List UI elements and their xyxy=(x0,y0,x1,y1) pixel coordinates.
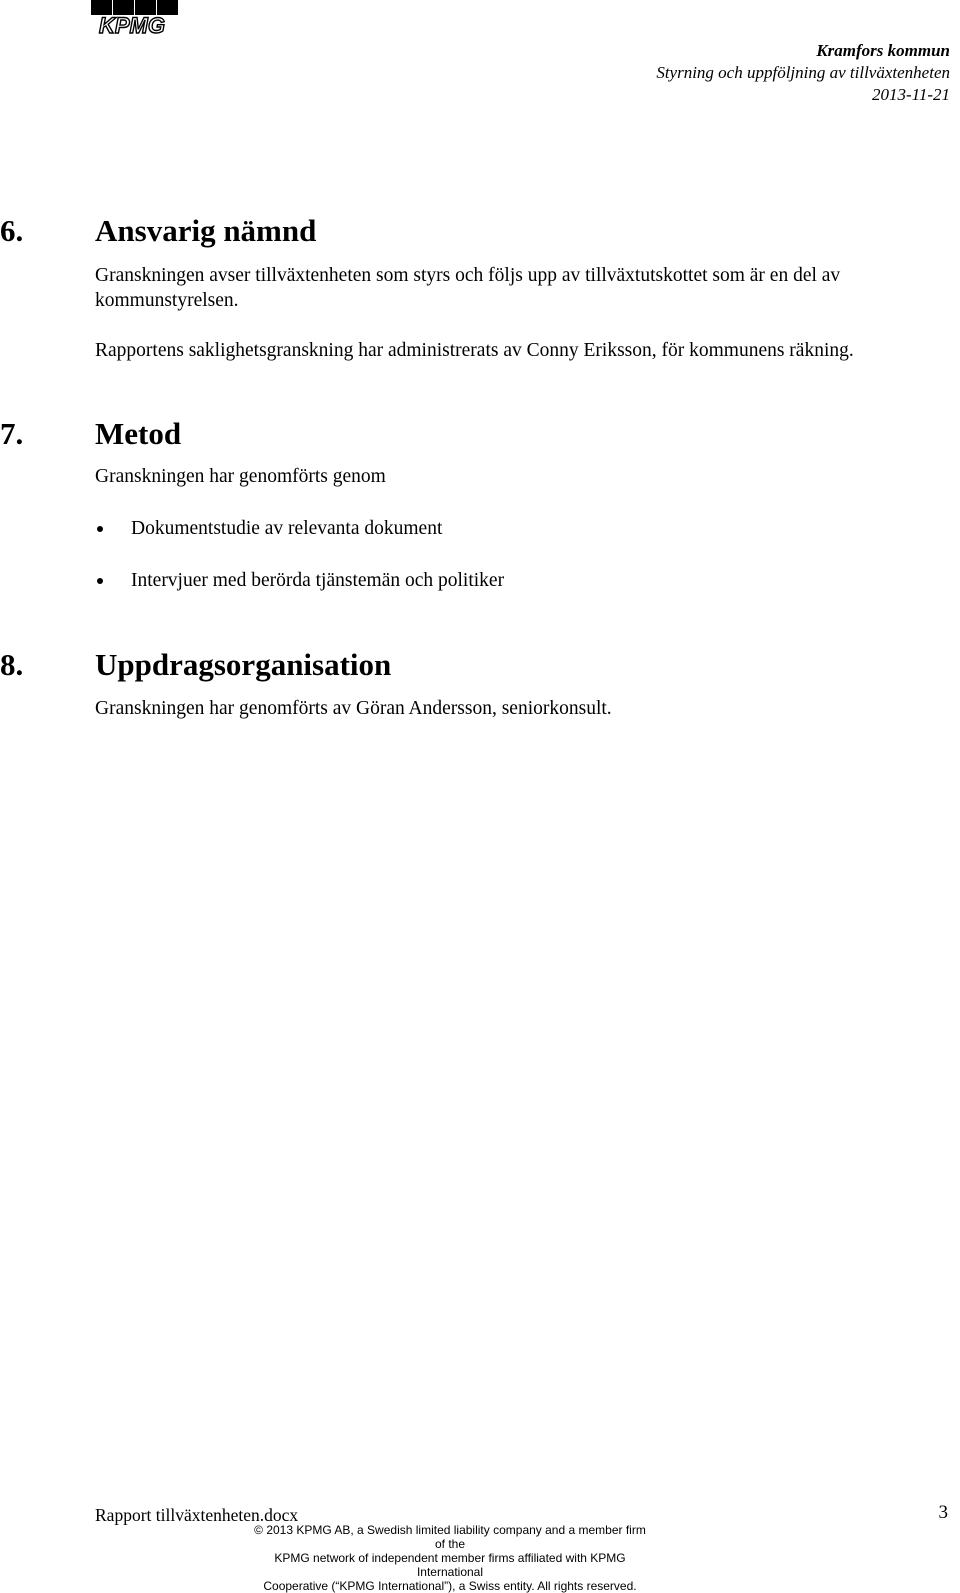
section-title: Uppdragsorganisation xyxy=(95,647,392,682)
list-item xyxy=(95,568,504,593)
list-item-text: Intervjuer med berörda tjänstemän och politiker xyxy=(131,570,505,591)
section-6-paragraph-1: Granskningen avser tillväxtenheten som styrs och följs upp av tillväxtutskottet som är en del av kommunstyrelsen. xyxy=(95,265,841,311)
section-number: 7. xyxy=(0,416,24,451)
section-heading-ansvarig-namnd xyxy=(0,213,316,249)
bullet-icon xyxy=(97,526,103,532)
method-bullet-list xyxy=(95,516,504,593)
footer-copyright xyxy=(250,1523,650,1593)
footer-filename: Rapport tillväxtenheten.docx xyxy=(95,1505,299,1525)
section-title: Metod xyxy=(95,416,182,451)
copyright-line: Cooperative (“KPMG International”), a Swiss entity. All rights reserved. xyxy=(263,1579,637,1593)
kpmg-logo-graphic xyxy=(86,0,179,36)
logo-wordmark: KPMG xyxy=(99,13,165,36)
section-number: 8. xyxy=(0,647,24,682)
copyright-line: KPMG network of independent member firms affiliated with KPMG International xyxy=(274,1551,626,1579)
section-6-paragraph-2: Rapportens saklighetsgranskning har administrerats av Conny Eriksson, för kommunens räkning. xyxy=(95,340,854,361)
list-item-text: Dokumentstudie av relevanta dokument xyxy=(131,518,443,539)
section-number: 6. xyxy=(0,213,24,248)
section-7-intro: Granskningen har genomförts genom xyxy=(95,466,386,487)
document-header xyxy=(656,40,950,106)
section-8-paragraph: Granskningen har genomförts av Göran Andersson, seniorkonsult. xyxy=(95,698,612,719)
page-number: 3 xyxy=(938,1502,948,1523)
copyright-line: © 2013 KPMG AB, a Swedish limited liability company and a member firm of the xyxy=(254,1523,646,1551)
section-heading-uppdragsorganisation xyxy=(0,647,391,683)
bullet-icon xyxy=(97,578,103,584)
kpmg-logo xyxy=(86,0,179,36)
section-title: Ansvarig nämnd xyxy=(95,213,317,248)
list-item xyxy=(95,516,504,541)
header-date: 2013-11-21 xyxy=(871,85,950,104)
header-report-subject: Styrning och uppföljning av tillväxtenheten xyxy=(656,63,950,82)
header-organization: Kramfors kommun xyxy=(816,41,950,60)
section-heading-metod xyxy=(0,416,181,452)
